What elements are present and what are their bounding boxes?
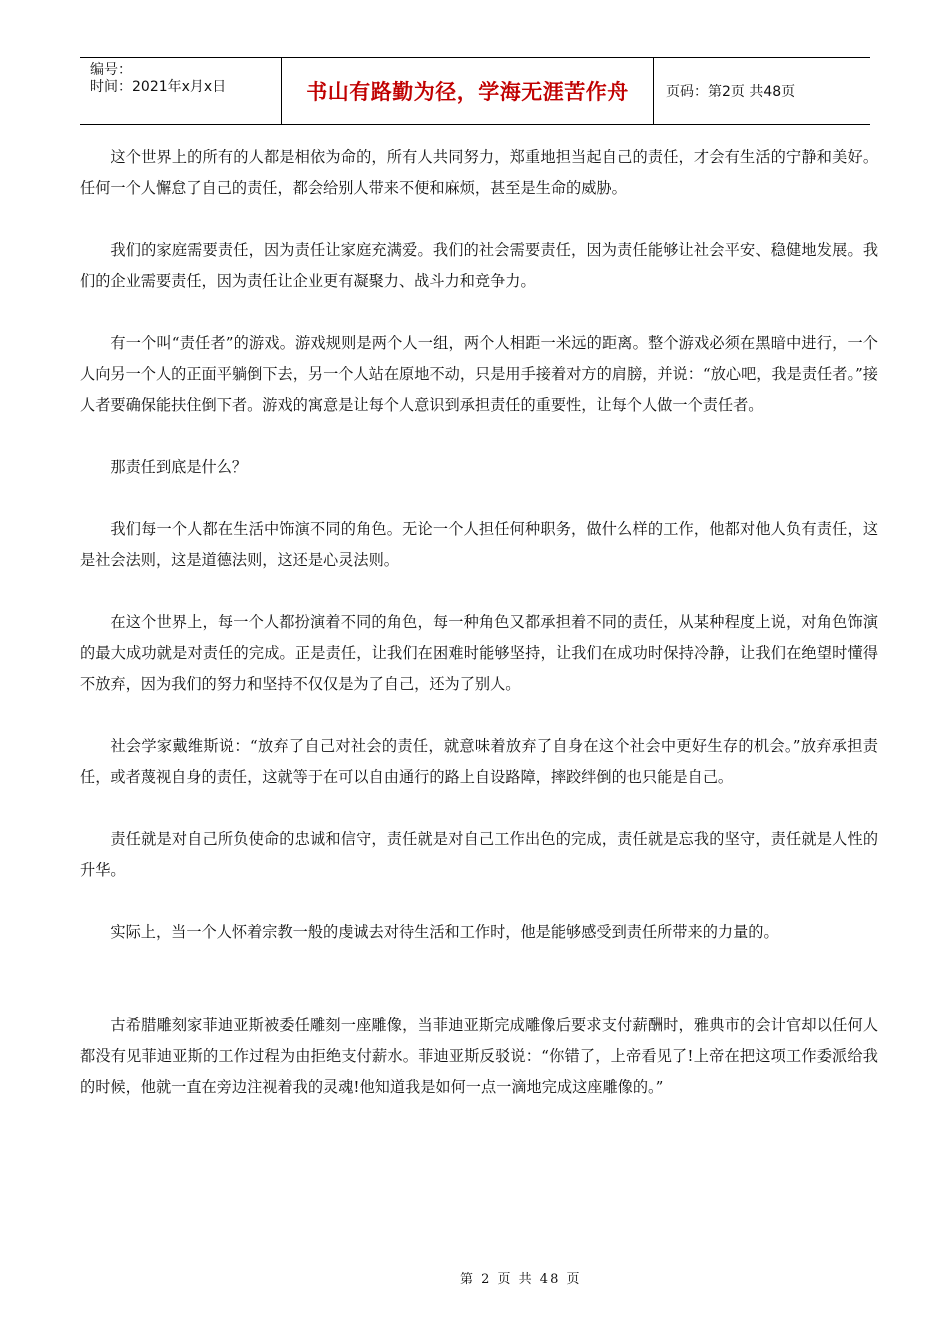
paragraph: 我们的家庭需要责任，因为责任让家庭充满爱。我们的社会需要责任，因为责任能够让社会平安、稳健地发展。我们的企业需要责任，因为责任让企业更有凝聚力、战斗力和竞争力。 (80, 241, 878, 290)
paragraph: 我们每一个人都在生活中饰演不同的角色。无论一个人担任何种职务，做什么样的工作，他都对他人负有责任，这是社会法则，这是道德法则，这还是心灵法则。 (80, 520, 878, 569)
document-time-label: 时间：2021年x月x日 (90, 79, 227, 95)
paragraph: 社会学家戴维斯说：“放弃了自己对社会的责任，就意味着放弃了自身在这个社会中更好生存的机会。”放弃承担责任，或者蔑视自身的责任，这就等于在可以自由通行的路上自设路障，摔跤绊倒的也只能是自己。 (80, 737, 878, 786)
document-number-label: 编号： (90, 62, 132, 78)
header-motto: 书山有路勤为径，学海无涯苦作舟 (306, 80, 629, 104)
paragraph: 这个世界上的所有的人都是相依为命的，所有人共同努力，郑重地担当起自己的责任，才会有生活的宁静和美好。任何一个人懈怠了自己的责任，都会给别人带来不便和麻烦，甚至是生命的威胁。 (80, 148, 878, 197)
document-header (80, 57, 870, 125)
paragraph: 责任就是对自己所负使命的忠诚和信守，责任就是对自己工作出色的完成，责任就是忘我的坚守，责任就是人性的升华。 (80, 830, 878, 879)
paragraph: 有一个叫“责任者”的游戏。游戏规则是两个人一组，两个人相距一米远的距离。整个游戏必须在黑暗中进行，一个人向另一个人的正面平躺倒下去，另一个人站在原地不动，只是用手接着对方的肩膀，并说：“放心吧，我是责任者。”接人者要确保能扶住倒下者。游戏的寓意是让每个人意识到承担责任的重要性，让每个人做一个责任者。 (80, 334, 878, 414)
paragraph: 那责任到底是什么？ (110, 458, 248, 476)
header-meta-cell (80, 58, 282, 124)
paragraph: 古希腊雕刻家菲迪亚斯被委任雕刻一座雕像，当菲迪亚斯完成雕像后要求支付薪酬时，雅典市的会计官却以任何人都没有见菲迪亚斯的工作过程为由拒绝支付薪水。菲迪亚斯反驳说：“你错了，上帝看见了!上帝在把这项工作委派给我的时候，他就一直在旁边注视着我的灵魂!他知道我是如何一点一滴地完成这座雕像的。” (80, 1016, 878, 1096)
page-footer: 第 2 页 共 48 页 (460, 1272, 582, 1287)
header-motto-cell (282, 58, 654, 124)
header-page-info: 页码：第2页 共48页 (666, 84, 796, 100)
document-body (80, 142, 878, 1134)
header-page-cell (654, 58, 870, 124)
paragraph: 实际上，当一个人怀着宗教一般的虔诚去对待生活和工作时，他是能够感受到责任所带来的力量的。 (110, 923, 779, 941)
paragraph: 在这个世界上，每一个人都扮演着不同的角色，每一种角色又都承担着不同的责任，从某种程度上说，对角色饰演的最大成功就是对责任的完成。正是责任，让我们在困难时能够坚持，让我们在成功时保持冷静，让我们在绝望时懂得不放弃，因为我们的努力和坚持不仅仅是为了自己，还为了别人。 (80, 613, 878, 693)
